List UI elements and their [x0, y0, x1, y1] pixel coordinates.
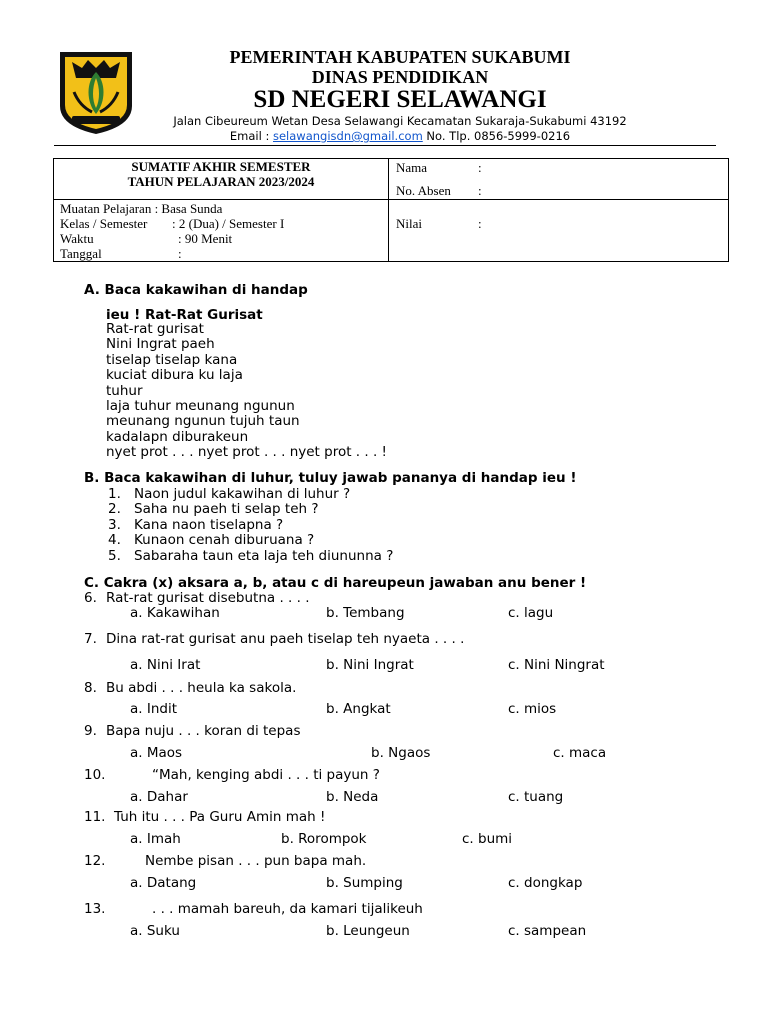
q11-number: 11. — [84, 809, 106, 825]
q8-option-c[interactable]: c. mios — [508, 701, 557, 717]
q13-text: . . . mamah bareuh, da kamari tijalikeuh — [152, 901, 423, 917]
q3-text: Kana naon tiselapna ? — [134, 517, 284, 533]
q9-option-c[interactable]: c. maca — [553, 745, 607, 761]
q8-option-a[interactable]: a. Indit — [130, 701, 178, 717]
q11-option-a[interactable]: a. Imah — [130, 831, 181, 847]
header-divider — [54, 145, 716, 146]
date-label: Tanggal — [60, 246, 102, 261]
q2-text: Saha nu paeh ti selap teh ? — [134, 501, 319, 517]
score-label: Nilai — [396, 216, 422, 231]
exam-info-table — [53, 158, 729, 262]
absen-label: No. Absen — [396, 183, 451, 198]
q12-option-a[interactable]: a. Datang — [130, 875, 197, 891]
q12-option-b[interactable]: b. Sumping — [326, 875, 403, 891]
q10-option-c[interactable]: c. tuang — [508, 789, 564, 805]
q12-option-c[interactable]: c. dongkap — [508, 875, 583, 891]
class-semester — [60, 216, 388, 231]
q4-number: 4. — [108, 532, 121, 548]
section-a-heading: A. Baca kakawihan di handap — [84, 282, 308, 298]
regency-logo — [56, 48, 136, 136]
absen-colon[interactable]: : — [478, 183, 482, 198]
q5-text: Sabaraha taun eta laja teh diununna ? — [134, 548, 394, 564]
q8-number: 8. — [84, 680, 97, 696]
q11-text: Tuh itu . . . Pa Guru Amin mah ! — [114, 809, 326, 825]
section-b-heading: B. Baca kakawihan di luhur, tuluy jawab pananya di handap ieu ! — [84, 470, 577, 486]
date-value[interactable]: : — [178, 246, 182, 261]
poem-line: Nini Ingrat paeh — [106, 336, 215, 353]
q7-option-b[interactable]: b. Nini Ingrat — [326, 657, 414, 673]
q13-option-a[interactable]: a. Suku — [130, 923, 180, 939]
government-name: PEMERINTAH KABUPATEN SUKABUMI — [229, 47, 571, 67]
email-link[interactable]: selawangisdn@gmail.com — [272, 129, 423, 143]
q10-option-a[interactable]: a. Dahar — [130, 789, 188, 805]
subject: Muatan Pelajaran : Basa Sunda — [60, 201, 223, 216]
academic-year: TAHUN PELAJARAN 2023/2024 — [127, 174, 315, 189]
q9-number: 9. — [84, 723, 97, 739]
q13-number: 13. — [84, 901, 106, 917]
q7-text: Dina rat-rat gurisat anu paeh tiselap teh nyaeta . . . . — [106, 631, 465, 647]
q7-option-c[interactable]: c. Nini Ningrat — [508, 657, 605, 673]
poem-line: nyet prot . . . nyet prot . . . nyet prot . . . ! — [106, 444, 387, 461]
q12-text: Nembe pisan . . . pun bapa mah. — [145, 853, 367, 869]
q9-option-b[interactable]: b. Ngaos — [371, 745, 431, 761]
q10-number: 10. — [84, 767, 106, 783]
q5-number: 5. — [108, 548, 121, 564]
duration-value: : 90 Menit — [178, 231, 233, 246]
poem-line: tuhur — [106, 382, 143, 399]
exam-title-cell — [54, 159, 389, 200]
name-field — [396, 160, 728, 175]
school-address: Jalan Cibeureum Wetan Desa Selawangi Kecamatan Sukaraja-Sukabumi 43192 — [173, 114, 627, 128]
subject-details-cell — [54, 200, 389, 262]
class-value: : 2 (Dua) / Semester I — [172, 216, 285, 231]
q2-number: 2. — [108, 501, 121, 517]
q11-option-b[interactable]: b. Rorompok — [281, 831, 367, 847]
q8-text: Bu abdi . . . heula ka sakola. — [106, 680, 297, 696]
poem-title: ieu ! Rat-Rat Gurisat — [106, 307, 263, 323]
q7-number: 7. — [84, 631, 97, 647]
q9-option-a[interactable]: a. Maos — [130, 745, 183, 761]
q6-option-a[interactable]: a. Kakawihan — [130, 605, 220, 621]
poem-line: kuciat dibura ku laja — [106, 367, 243, 384]
q8-option-b[interactable]: b. Angkat — [326, 701, 391, 717]
date — [60, 246, 388, 261]
q1-text: Naon judul kakawihan di luhur ? — [134, 486, 351, 502]
q10-text: “Mah, kenging abdi . . . ti payun ? — [152, 767, 380, 783]
phone-number: No. Tlp. 0856-5999-0216 — [422, 129, 571, 143]
class-label: Kelas / Semester — [60, 216, 148, 231]
exam-title: SUMATIF AKHIR SEMESTER — [131, 159, 311, 174]
poem-line: laja tuhur meunang ngunun — [106, 398, 295, 415]
q6-option-b[interactable]: b. Tembang — [326, 605, 405, 621]
q13-option-b[interactable]: b. Leungeun — [326, 923, 410, 939]
name-colon[interactable]: : — [478, 160, 482, 175]
q12-number: 12. — [84, 853, 106, 869]
q1-number: 1. — [108, 486, 121, 502]
score-field — [396, 216, 728, 231]
poem-line: tiselap tiselap kana — [106, 351, 238, 368]
name-label: Nama — [396, 160, 428, 175]
q9-text: Bapa nuju . . . koran di tepas — [106, 723, 301, 739]
q10-option-b[interactable]: b. Neda — [326, 789, 379, 805]
poem — [106, 322, 387, 461]
department-name: DINAS PENDIDIKAN — [311, 67, 489, 87]
school-name: SD NEGERI SELAWANGI — [253, 86, 547, 113]
q3-number: 3. — [108, 517, 121, 533]
poem-line: Rat-rat gurisat — [106, 321, 204, 337]
duration — [60, 231, 388, 246]
poem-line: kadalapn diburakeun — [106, 428, 249, 445]
absen-field — [396, 183, 728, 198]
q4-text: Kunaon cenah diburuana ? — [134, 532, 315, 548]
section-c-heading: C. Cakra (x) aksara a, b, atau c di hareupeun jawaban anu bener ! — [84, 575, 587, 591]
q11-option-c[interactable]: c. bumi — [462, 831, 513, 847]
q13-option-c[interactable]: c. sampean — [508, 923, 587, 939]
email-label: Email : — [229, 129, 273, 143]
poem-line: meunang ngunun tujuh taun — [106, 413, 300, 430]
q7-option-a[interactable]: a. Nini Irat — [130, 657, 201, 673]
duration-label: Waktu — [60, 231, 94, 246]
student-identity-cell — [389, 159, 729, 200]
score-colon[interactable]: : — [478, 216, 482, 231]
q6-option-c[interactable]: c. lagu — [508, 605, 554, 621]
q6-number: 6. — [84, 590, 97, 606]
contact-line — [150, 129, 650, 143]
q6-text: Rat-rat gurisat disebutna . . . . — [106, 590, 310, 606]
score-cell — [389, 200, 729, 262]
